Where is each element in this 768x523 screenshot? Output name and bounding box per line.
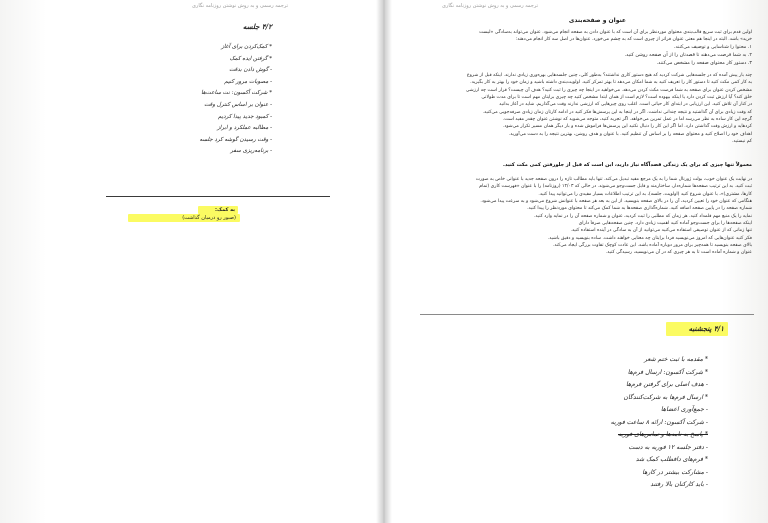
right-running-head: ترجمه رسمی و به روش نوشتن روزنامه نگاری bbox=[441, 3, 539, 9]
text-line: اینکه صفحه‌ها را برای جست‌وجو آماده کنید اهمیت زیادی دارد. چنین صفحه‌هایی صرفاً دارای bbox=[578, 221, 752, 227]
text-line: شماره صفحه را در پایین صفحه اضافه کنید. شماره‌گذاری صفحه‌ها به شما کمک می‌کند تا محتوای موردنظر را پیدا کنید. bbox=[527, 206, 752, 212]
right-highlight-title-box bbox=[666, 322, 728, 336]
note-item: * مقدمه با ثبت ختم شعر bbox=[644, 356, 708, 363]
note-item: - مطالبه عملکرد و ابراز bbox=[217, 125, 272, 132]
text-line: چند بار پیش آمده که در جلسه‌هایی شرکت کردید که هیچ دستور کاری نداشتند؟ به‌طور کلی، چنین جلسه‌هایی بهره‌وری زیادی ندارند. اینکه قبل از شروع bbox=[466, 73, 752, 78]
list-item: ۳. دستور کار محتوای صفحه را مشخص می‌کنند. bbox=[656, 61, 752, 66]
left-highlight-label-box bbox=[198, 206, 238, 214]
section-title: عنوان و صفحه‌بندی bbox=[568, 17, 626, 24]
text-line: تنها زمانی که از عنوان توصیفی استفاده می‌کنید می‌توانید از آن به سادگی در آینده استفاده کنید. bbox=[570, 228, 752, 234]
note-item: - عنوان بر اساس کنترل وقت bbox=[204, 101, 272, 108]
right-page bbox=[384, 0, 768, 523]
note-item: * فرم‌های دافطلب کمک شد bbox=[635, 456, 708, 463]
text-line: بالای صفحه بنویسید تا همه‌چیز برای مرور دوباره آماده باشد. این عادت کوچک تفاوت بزرگی ایجاد می‌کند. bbox=[552, 243, 752, 249]
note-item: - مشارکت بیشتر در کارها bbox=[642, 468, 708, 476]
paragraph-titles bbox=[422, 176, 752, 257]
text-line: کردهاید و ارزش وقت گذاشتن دارد. اما اگر این کار را دنبال نکنید این پرسش‌ها فراموش شده و بار دیگر همان مسیر تکرار می‌شود. bbox=[502, 124, 752, 130]
paragraph-agenda bbox=[422, 72, 752, 145]
paragraph-intro bbox=[422, 29, 752, 44]
text-line: کارها، مشتری)»، با عنوان شروع کنید (اولویت، جلسه)، به این ترتیب اطلاعات بسیار مفیدی را می‌توانید پیدا کنید. bbox=[538, 191, 752, 197]
left-highlight-note: (صبور رو درمیان گذاشت) bbox=[182, 215, 236, 221]
text-line: کم نیستید. bbox=[731, 139, 752, 145]
text-line: در کنار آن تلاش کنید. این ارزیابی در ابتدای کار حیاتی است. اغلب روی چیزهایی که ارزشی ندارند وقت می‌گذاریم. شاید در آغاز بدانید bbox=[499, 102, 752, 108]
note-item: * گرفتن ایده کمک bbox=[229, 55, 272, 62]
left-notes-list bbox=[132, 42, 272, 158]
note-item: - باید کارکنان بالا رفتند bbox=[650, 481, 708, 488]
note-item-struck: * پاسخ به نامه‌ها و تماس‌های فوریه bbox=[617, 431, 708, 438]
right-highlight-title: ۴/۱ پنجشنبه bbox=[688, 324, 724, 333]
text-line: به کار کمی مکث کنید تا دستور کار را تعریف کنید به شما امکان می‌دهد تا بهتر تمرکز کنید. اولویت‌بندی داشته باشید و زمان خود را بهتر به کار بگیرید. bbox=[470, 80, 752, 86]
left-running-head: ترجمه رسمی و به روش نوشتن روزنامه نگاری bbox=[191, 3, 289, 9]
text-line: مشخص کردن عنوان برای صفحه به شما فرصت مکث کردن می‌دهد. می‌خواهید در اینجا چه چیزی را ثبت کنید؟ هدف آن چیست؟ قرار است چه ارزشی bbox=[465, 87, 752, 93]
text-line: در نهایت یک عنوان خوب، بولت ژورنال شما را به یک مرجع مفید تبدیل می‌کند. تنها باید مطالب تازه را درون صفحه جدید با عنوانی خاص به صورت bbox=[475, 177, 752, 182]
note-item: - دفتر جلسه ۱۲ فوریه به دست bbox=[628, 443, 708, 451]
right-divider bbox=[420, 314, 754, 315]
left-divider bbox=[106, 196, 330, 197]
note-item: * کمک‌کردن برای آغاز bbox=[221, 44, 272, 50]
text-line: که وقت زیادی برای آن گذاشتید و نتیجه چندانی نداشت. اگر در اینجا به این پرسش‌ها فکر کنید در ادامه کارتان زمان زیادی صرفه‌جویی می‌کنید. bbox=[482, 109, 752, 115]
right-notes-list bbox=[478, 354, 708, 492]
note-item: - کمبود جدید پیدا کردیم bbox=[217, 113, 272, 120]
text-line: خرید» باشد. البته در اینجا هم معنی عنوان فراتر از چیزی است که به چشم می‌خورد. عنوان‌ها در اصل سه کار انجام می‌دهند: bbox=[515, 37, 752, 43]
text-line: اولین قدم برای ثبت سریع قالب‌بندی محتوای موردنظر برای آن است که با عنوان دادن به صفحه انجام می‌شود. عنوان می‌تواند به‌سادگی «لیست bbox=[479, 30, 752, 35]
note-item: - برنامه‌ریزی سفر bbox=[230, 148, 272, 155]
note-item: - گوش دادن بدقت bbox=[229, 67, 272, 74]
session-title: ۴/۲ جلسه bbox=[242, 22, 272, 31]
note-item: - جمع‌آوری اعضاها bbox=[660, 406, 708, 413]
list-item: ۲. به شما فرصت می‌دهند تا قصدتان را از آن صفحه روشن کنید. bbox=[624, 53, 752, 58]
text-line: هنگامی که عنوان خود را تعیین کردید، آن را در بالای صفحه بنویسید. از این به بعد هر صفحه با عنوانش شروع می‌شود و به سرعت پیدا می‌شود. bbox=[480, 199, 752, 205]
left-highlight-label: به کمک: bbox=[214, 207, 235, 213]
note-item: - شرکت آکسون: ارائه ۸ ساعت فوریه bbox=[610, 418, 708, 426]
note-item: * ارسال فرم‌ها به شرکت‌کنندگان bbox=[623, 393, 708, 401]
text-line: نمایه را یک منبع مهم قلمداد کنید. هر زمان که مطلبی را ثبت کردید، عنوان و شماره صفحه آن را در نمایه وارد کنید. bbox=[533, 213, 752, 219]
text-line: ثبت کنید. به این ترتیب صفحه‌ها شماره‌دار، ساختارمند و قابل جست‌وجو می‌شوند. در حالی که ۱۲/۰۳ (روزنامه) را با عنوان «فهرست کاری (تمام bbox=[479, 184, 752, 190]
note-item: * شرکت آکسون: ارسال فرم‌ها bbox=[627, 368, 708, 376]
text-line: خلق کند؟ آیا ارزش ثبت کردن دارد یا اینکه بیهوده است؟ لازم است از همان ابتدا مشخص کنید چه چیزی برایتان مهم است تا برای مدت طولانی bbox=[481, 95, 752, 101]
note-item: - مصوبات مرور کنیم bbox=[224, 78, 272, 85]
text-line: عنوان و شماره آماده است تا به هر چیزی که در آن می‌نویسید، رسیدگی کنید. bbox=[605, 250, 752, 256]
emphasis-quote: معمولاً تنها چیزی که برای یک زندگی قصدآگاه نیاز دارید، این است که قبل از جلورفتن کمی مکث کنید. bbox=[503, 162, 752, 168]
note-item: * شرکت آکسون: نت ساعت‌ها bbox=[201, 90, 272, 97]
text-line: فکر کنید عنوان‌هایی که امروز می‌نویسید فردا برایتان چه معنایی خواهند داشت. ساده بنویسید و دقیق باشید. bbox=[547, 235, 752, 241]
left-highlight-note-box bbox=[128, 214, 240, 222]
note-item: - هدف اصلی برای گرفتن فرم‌ها bbox=[626, 381, 708, 388]
list-item: ۱. محتوا را شناسایی و توصیف می‌کنند. bbox=[674, 45, 752, 50]
text-line: اهداف خود را اصلاح کنید و محتوای صفحه را بر اساس آن تنظیم کنید. با عنوان و هدف روشن، بهترین نتیجه را به دست می‌آورید. bbox=[508, 131, 752, 137]
text-line: گرچه این کار ساده به نظر می‌رسد اما در عمل تمرین می‌خواهد. اگر تجربه کنید، متوجه می‌شوید که نوشتن عنوان چقدر مفید است. bbox=[502, 117, 752, 123]
note-item: - وقت رسیدن گوشه کرد جلسه bbox=[199, 136, 272, 143]
